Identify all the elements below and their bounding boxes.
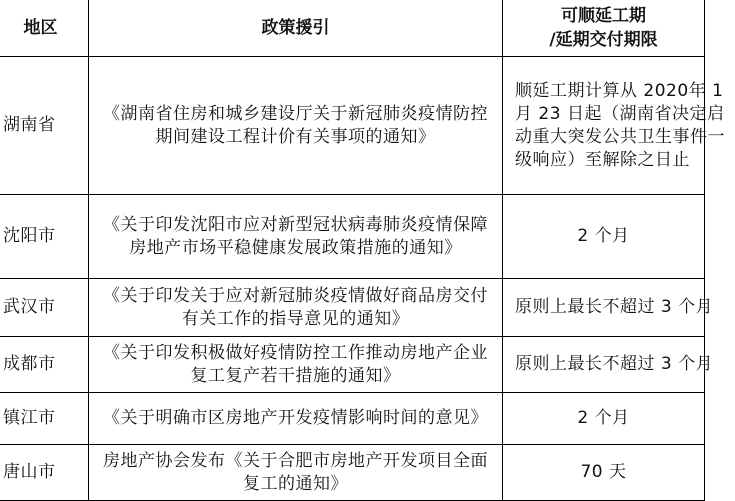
header-region: 地区 bbox=[0, 0, 89, 57]
region-cell: 成都市 bbox=[0, 337, 89, 393]
policy-cell: 《关于印发积极做好疫情防控工作推动房地产企业复工复产若干措施的通知》 bbox=[89, 337, 503, 393]
policy-cell: 《湖南省住房和城乡建设厅关于新冠肺炎疫情防控期间建设工程计价有关事项的通知》 bbox=[89, 57, 503, 195]
region-cell: 武汉市 bbox=[0, 279, 89, 337]
limit-cell: 2 个月 bbox=[503, 195, 705, 279]
limit-cell: 2 个月 bbox=[503, 393, 705, 445]
table-row bbox=[0, 445, 705, 501]
limit-text: 原则上最长不超过 3 个月 bbox=[515, 297, 714, 317]
region-cell: 镇江市 bbox=[0, 393, 89, 445]
policy-cell: 《关于明确市区房地产开发疫情影响时间的意见》 bbox=[89, 393, 503, 445]
table-row bbox=[0, 279, 705, 337]
region-cell: 沈阳市 bbox=[0, 195, 89, 279]
header-limit bbox=[503, 0, 705, 57]
header-policy: 政策援引 bbox=[89, 0, 503, 57]
limit-text: 原则上最长不超过 3 个月 bbox=[515, 354, 714, 374]
table-row bbox=[0, 57, 705, 195]
header-limit-line2: /延期交付期限 bbox=[549, 29, 658, 50]
table-row bbox=[0, 195, 705, 279]
table-row bbox=[0, 393, 705, 445]
limit-cell bbox=[503, 57, 725, 195]
region-cell: 湖南省 bbox=[0, 57, 89, 195]
policy-cell: 房地产协会发布《关于合肥市房地产开发项目全面复工的通知》 bbox=[89, 445, 503, 501]
region-cell: 唐山市 bbox=[0, 445, 89, 501]
policy-cell: 《关于印发沈阳市应对新型冠状病毒肺炎疫情保障房地产市场平稳健康发展政策措施的通知》 bbox=[89, 195, 503, 279]
limit-cell bbox=[503, 337, 714, 393]
limit-text: 顺延工期计算从 2020年 1 月 23 日起（湖南省决定启动重大突发公共卫生事件一级响应）至解除之日止 bbox=[515, 80, 725, 170]
policy-cell: 《关于印发关于应对新冠肺炎疫情做好商品房交付有关工作的指导意见的通知》 bbox=[89, 279, 503, 337]
limit-cell: 70 天 bbox=[503, 445, 705, 501]
header-limit-line1: 可顺延工期 bbox=[561, 5, 646, 26]
limit-cell bbox=[503, 279, 714, 337]
table-row bbox=[0, 337, 705, 393]
header-row bbox=[0, 0, 705, 57]
